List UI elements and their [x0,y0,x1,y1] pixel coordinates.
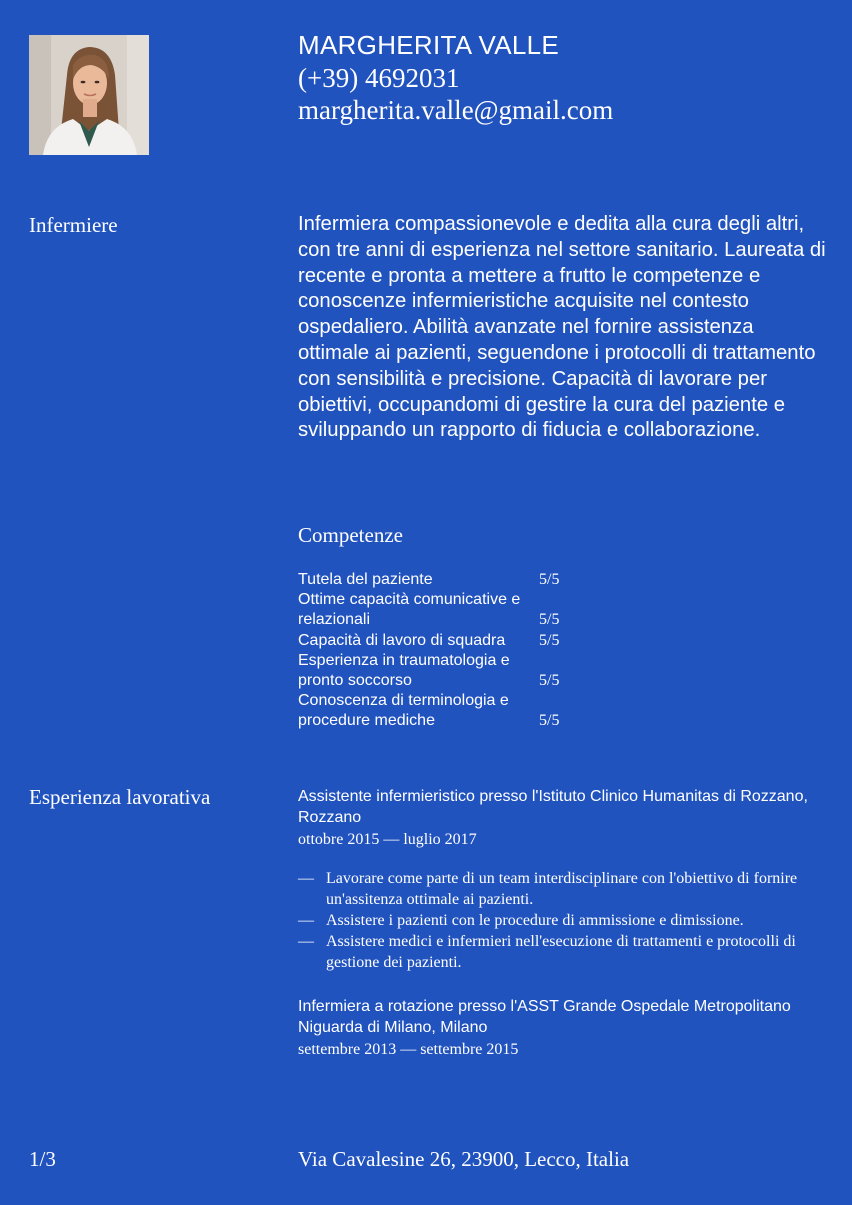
role-label: Infermiere [29,213,118,237]
job-bullets [298,868,828,973]
list-item [298,931,828,973]
job-dates: ottobre 2015 — luglio 2017 [298,831,477,848]
bullet-dash: — [298,933,314,950]
skill-name: Capacità di lavoro di squadra [298,631,506,649]
skill-name: Esperienza in traumatologia e pronto soccorso [298,651,510,690]
skill-level: 5/5 [539,571,560,588]
list-item [298,910,828,931]
skill-name: Ottime capacità comunicative e relazionali [298,591,521,629]
job-dates: settembre 2013 — settembre 2015 [298,1041,519,1058]
skill-level: 5/5 [539,712,560,730]
profile-summary: Infermiera compassionevole e dedita alla cura degli altri, con tre anni di esperienza nel settore sanitario. Laureata di recente e pronta a mettere a frutto le competenze e conoscenze infermieristiche acquisite nel contesto ospedaliero. Abilità avanzate nel fornire assistenza ottimale ai pazienti, seguendone i protocolli di trattamento con sensibilità e precisione. Capacità di lavorare per obiettivi, occupandomi di gestire la cura del paziente e sviluppando un rapporto di fiducia e collaborazione. [298,213,826,442]
bullet-text: Assistere i pazienti con le procedure di ammissione e dimissione. [326,912,744,929]
skill-level: 5/5 [539,631,560,649]
page-number: 1/3 [29,1147,56,1171]
bullet-text: Lavorare come parte di un team interdisciplinare con l'obiettivo di fornire un'assitenza ottimale ai pazienti. [326,870,798,908]
footer-address: Via Cavalesine 26, 23900, Lecco, Italia [298,1147,630,1171]
candidate-phone: (+39) 4692031 [298,63,460,93]
skill-item [298,651,598,691]
skill-item [298,691,598,731]
list-item [298,868,828,910]
skill-level: 5/5 [539,611,560,629]
bullet-text: Assistere medici e infermieri nell'esecuzione di trattamenti e protocolli di gestione dei pazienti. [326,933,796,971]
candidate-name: MARGHERITA VALLE [298,30,560,60]
skill-name: Tutela del paziente [298,571,433,588]
skills-heading: Competenze [298,523,403,547]
skill-item [298,570,598,590]
skills-list [298,570,598,732]
candidate-email: margherita.valle@gmail.com [298,95,614,125]
job-title: Assistente infermieristico presso l'Istituto Clinico Humanitas di Rozzano, Rozzano [298,788,808,826]
skill-name: Conoscenza di terminologia e procedure mediche [298,692,509,730]
bullet-dash: — [298,870,314,887]
experience-heading: Esperienza lavorativa [29,785,211,809]
bullet-dash: — [298,912,314,929]
skill-item [298,590,598,630]
job-title: Infermiera a rotazione presso l'ASST Grande Ospedale Metropolitano Niguarda di Milano, Milano [298,998,791,1036]
profile-photo [29,35,149,155]
skill-level: 5/5 [539,672,560,690]
skill-item [298,631,598,651]
